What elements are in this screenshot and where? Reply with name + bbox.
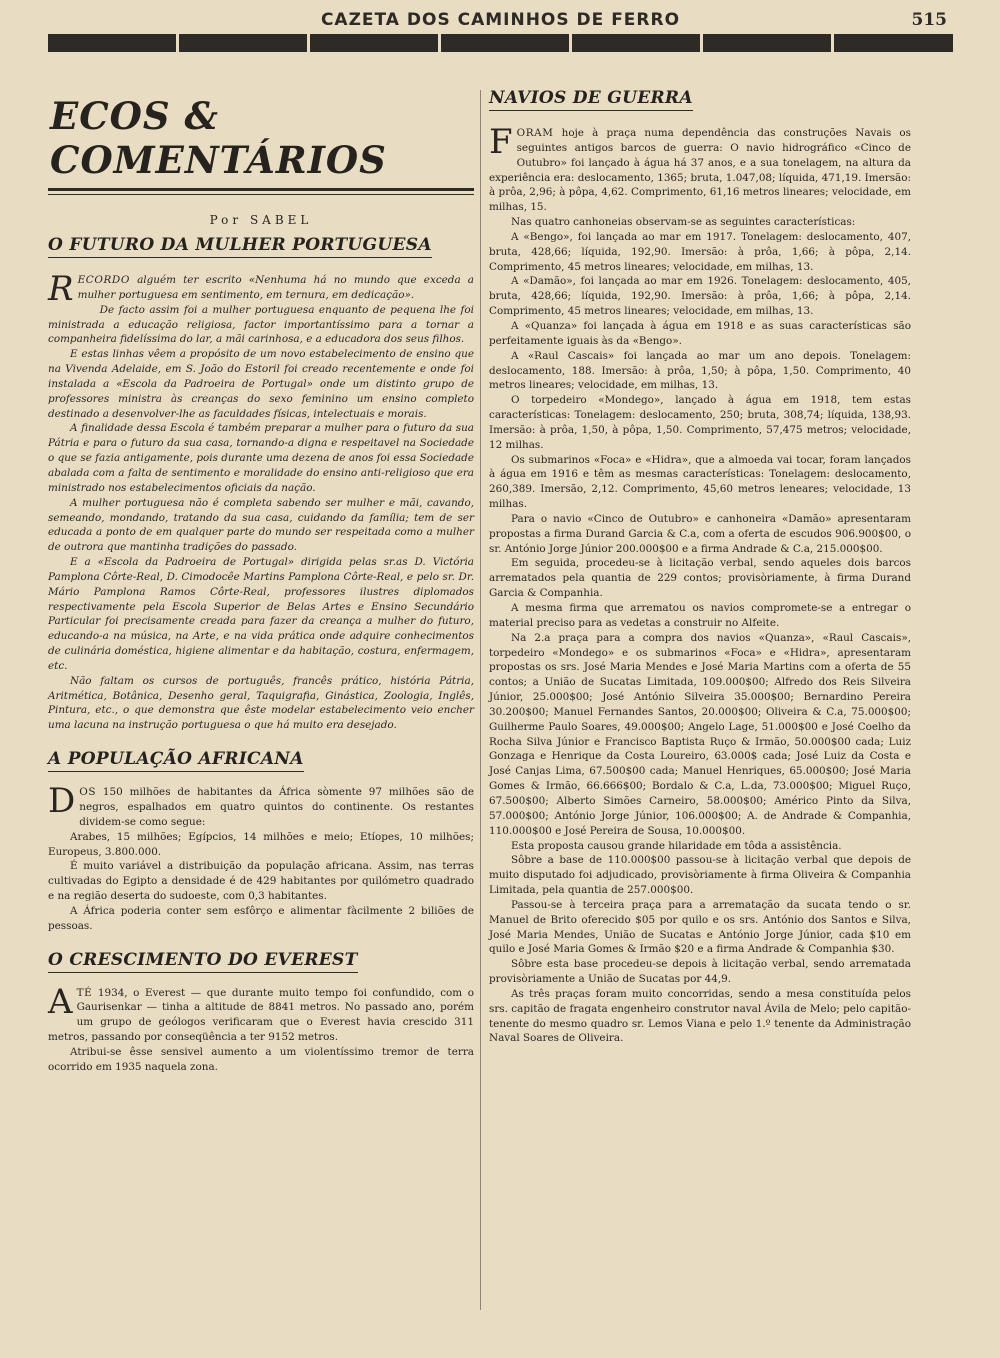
paragraph: Passou-se à terceira praça para a arrematação da sucata tendo o sr. Manuel de Brito oferecido $05 por quilo e os srs. António dos Santos e Silva, José Maria Mendes, União de Sucatas e António Jorge Júnior, cada $10 em quilo e José Maria Gomes & Irmão $20 e a firma Andrade & Companhia $30. bbox=[489, 898, 911, 956]
page-number: 515 bbox=[911, 10, 947, 30]
running-head bbox=[48, 8, 953, 34]
paragraph: Não faltam os cursos de português, francês prático, história Pátria, Aritmética, Botânica, Desenho geral, Taquigrafia, Ginástica, Zoologia, Inglês, Pintura, etc., o que demonstra que êste modelar estabelecimento veio encher uma lacuna na instrução portuguesa o que há muito era desejado. bbox=[48, 674, 474, 732]
masthead-rule bbox=[48, 188, 474, 191]
paragraph: Sôbre esta base procedeu-se depois à licitação verbal, sendo arrematada provisòriamente a União de Sucatas por 44,9. bbox=[489, 958, 911, 986]
paragraph: A «Raul Cascais» foi lançada ao mar um ano depois. Tonelagem: deslocamento, 188. Imersão: à prôa, 1,50; à pôpa, 1,50. Comprimento, 40 metros lineares; velocidade, em milhas, 13. bbox=[489, 349, 911, 392]
paragraph: De facto assim foi a mulher portuguesa enquanto de pequena lhe foi ministrada a educação religiosa, factor importantíssimo para a tornar a companheira fidelíssima do lar, a mãi carinhosa, e a educadora dos seus filhos. bbox=[48, 303, 474, 346]
right-column bbox=[489, 88, 911, 1046]
paragraph: Na 2.a praça para a compra dos navios «Quanza», «Raul Cascais», torpedeiro «Mondego» e os submarinos «Foca» e «Hidra», apresentaram propostas os srs. José Maria Mendes e José Maria Martins com a oferta de 55 contos; a União de Sucatas Limitada, 109.000$00; Alfredo dos Reis Silveira Júnior, 25.000$00; José António Silveira 35.000$00; Bernardino Pereira 30.200$00; Manuel Fernandes Santos, 20.000$00; Oliveira & C.a, 75.000$00; Guilherme Paulo Soares, 49.000$00; Angelo Lage, 51.000$00 e José Coelho da Rocha Silva Júnior e Francisco Baptista Ruço & Irmão, 50.000$00 cada; Luiz Gonzaga e Henrique da Costa Loureiro, 63.000$ cada; José Luiz da Costa e José Canjas Lima, 67.500$00 cada; Manuel Henriques, 65.000$00; José Maria Gomes & Irmão, 66.666$00; Bordalo & C.a, L.da, 73.000$00; Miguel Ruço, 67.500$00; Alberto Simões Carneiro, 58.000$00; Américo Pinto da Silva, 57.000$00; António Jorge Júnior, 106.000$00; A. de Andrade & Companhia, 110.000$00 e José Pereira de Sousa, 10.000$00. bbox=[489, 631, 911, 837]
paragraph: Para o navio «Cinco de Outubro» e canhoneira «Damão» apresentaram propostas a firma Durand Garcia & C.a, com a oferta de escudos 906.900$00, o sr. António Jorge Júnior 200.000$00 e a firma Andrade & C.a, 215.000$00. bbox=[489, 512, 911, 555]
paragraph: A mulher portuguesa não é completa sabendo ser mulher e mãi, cavando, semeando, mondando, tratando da sua casa, cuidando da família; tem de ser educada a ponto de em qualquer parte do mundo ser respeitada como a mulher de outrora que mantinha tradições do passado. bbox=[48, 496, 474, 554]
article-body-navios: FORAM hoje à praça numa dependência das construções Navais os seguintes antigos barcos de guerra: O navio hidrográfico «Cinco de Outubro» foi lançado à água há 37 anos, e a sua tonelagem, na altura da experiência era: deslocamento, 1365; bruta, 1.047,08; líquida, 471,19. Imersão: à prôa, 2,96; à pôpa, 4,62. Comprimento, 61,16 metros lineares; velocidade, em milhas, 15. Nas quatro canhoneias observam-se as seguintes características: A «Bengo», foi lançada ao mar em 1917. Tonelagem: deslocamento, 407, bruta, 428,66; líquida, 192,90. Imersão: à prôa, 1,66; à pôpa, 2,14. Comprimento, 45 metros lineares; velocidade, em milhas, 13. A «Damão», foi lançada ao mar em 1926. Tonelagem: deslocamento, 405, bruta, 428,66; líquida, 192,90. Imersão: à prôa, 1,66; à pôpa, 2,14. Comprimento, 45 metros lineares; velocidade, em milhas, 13. A «Quanza» foi lançada à água em 1918 e as suas características são perfeitamente iguais às da «Bengo». A «Raul Cascais» foi lançada ao mar um ano depois. Tonelagem: deslocamento, 188. Imersão: à prôa, 1,50; à pôpa, 1,50. Comprimento, 40 metros lineares; velocidade, em milhas, 13. O torpedeiro «Mondego», lançado à água em 1918, tem estas características: Tonelagem: deslocamento, 250; bruta, 308,74; líquida, 138,93. Imersão: à prôa, 1,50, à pôpa, 1,50. Comprimento, 57,475 metros; velocidade, 12 milhas. Os submarinos «Foca» e «Hidra», que a almoeda vai tocar, foram lançados à água em 1916 e têm as mesmas características: Tonelagem: deslocamento, 260,389. Imersão, 2,12. Comprimento, 45,60 metros leneares; velocidade, 13 milhas. Para o navio «Cinco de Outubro» e canhoneira «Damão» apresentaram propostas a firma Durand Garcia & C.a, com a oferta de escudos 906.900$00, o sr. António Jorge Júnior 200.000$00 e a firma Andrade & C.a, 215.000$00. Em seguida, procedeu-se à licitação verbal, sendo aqueles dois barcos arrematados pela quantia de 229 contos; provisòriamente, à firma Durand Garcia & Companhia. A mesma firma que arrematou os navios compromete-se a entregar o material preciso para as vedetas a construir no Alfeite. Na 2.a praça para a compra dos navios «Quanza», «Raul Cascais», torpedeiro «Mondego» e os submarinos «Foca» e «Hidra», apresentaram propostas os srs. José Maria Mendes e José Maria Martins com a oferta de 55 contos; a União de Sucatas Limitada, 109.000$00; Alfredo dos Reis Silveira Júnior, 25.000$00; José António Silveira 35.000$00; Bernardino Pereira 30.200$00; Manuel Fernandes Santos, 20.000$00; Oliveira & C.a, 75.000$00; Guilherme Paulo Soares, 49.000$00; Angelo Lage, 51.000$00 e José Coelho da Rocha Silva Júnior e Francisco Baptista Ruço & Irmão, 50.000$00 cada; Luiz Gonzaga e Henrique da Costa Loureiro, 63.000$ cada; José Luiz da Costa e José Canjas Lima, 67.500$00 cada; Manuel Henriques, 65.000$00; José Maria Gomes & Irmão, 66.666$00; Bordalo & C.a, L.da, 73.000$00; Miguel Ruço, 67.500$00; Alberto Simões Carneiro, 58.000$00; Américo Pinto da Silva, 57.000$00; António Jorge Júnior, 106.000$00; A. de Andrade & Companhia, 110.000$00 e José Pereira de Sousa, 10.000$00. Esta proposta causou grande hilaridade em tôda a assistência. Sôbre a base de 110.000$00 passou-se à licitação verbal que depois de muito disputado foi adjudicado, provisòriamente à firma Oliveira & Companhia Limitada, pela quantia de 257.000$00. Passou-se à terceira praça para a arrematação da sucata tendo o sr. Manuel de Brito oferecido $05 por quilo e os srs. António dos Santos e Silva, José Maria Mendes, União de Sucatas e António Jorge Júnior, cada $10 em quilo e José Maria Gomes & Irmão $20 e a firma Andrade & Companhia $30. Sôbre esta base procedeu-se depois à licitação verbal, sendo arrematada provisòriamente a União de Sucatas por 44,9. As três praças foram muito concorridas, sendo a mesa constituída pelos srs. capitão de fragata engenheiro construtor naval Ávila de Melo; pelo capitão-tenente do mesmo quadro sr. Lemos Viana e pelo 1.º tenente da Administração Naval Soares de Oliveira. bbox=[489, 122, 911, 1045]
paragraph: E a «Escola da Padroeira de Portugal» dirigida pelas sr.as D. Victória Pamplona Côrte-Real, D. Cimodocêe Martins Pamplona Côrte-Real, e pelo sr. Dr. Mário Pamplona Ramos Côrte-Real, professores ilustres diplomados respectivamente pela Escola Superior de Belas Artes e Ensino Secundário Particular foi precisamente creada para fazer da creança a mulher do futuro, educando-a na música, na Arte, e na vida prática onde adquire conhecimentos de culinária doméstica, higiene alimentar e da habitação, costura, enfermagem, etc. bbox=[48, 556, 474, 672]
dropcap: R bbox=[48, 269, 74, 309]
paragraph: Em seguida, procedeu-se à licitação verbal, sendo aqueles dois barcos arrematados pela quantia de 229 contos; provisòriamente, à firma Durand Garcia & Companhia. bbox=[489, 557, 911, 600]
section-masthead: ECOS & COMENTÁRIOS bbox=[50, 94, 387, 182]
paragraph: A «Bengo», foi lançada ao mar em 1917. Tonelagem: deslocamento, 407, bruta, 428,66; líquida, 192,90. Imersão: à prôa, 1,66; à pôpa, 2,14. Comprimento, 45 metros lineares; velocidade, em milhas, 13. bbox=[489, 230, 911, 273]
article-body-populacao: DOS 150 milhões de habitantes da África sòmente 97 milhões são de negros, espalhados em quatro quintos do continente. Os restantes dividem-se como segue: Arabes, 15 milhões; Egípcios, 14 milhões e meio; Etíopes, 10 milhões; Europeus, 3.800.000. É muito variável a distribuição da população africana. Assim, nas terras cultivadas do Egipto a densidade é de 429 habitantes por quilómetro quadrado e na região deserta do sudoeste, com 0,3 habitantes. A África poderia conter sem esfôrço e alimentar fàcilmente 2 biliões de pessoas. bbox=[48, 781, 474, 932]
paragraph: A «Quanza» foi lançada à água em 1918 e as suas características são perfeitamente iguais às da «Bengo». bbox=[489, 319, 911, 347]
paragraph: As três praças foram muito concorridas, sendo a mesa constituída pelos srs. capitão de fragata engenheiro construtor naval Ávila de Melo; pelo capitão-tenente do mesmo quadro sr. Lemos Viana e pelo 1.º tenente da Administração Naval Soares de Oliveira. bbox=[489, 987, 911, 1045]
dropcap: F bbox=[489, 122, 513, 162]
paragraph: Esta proposta causou grande hilaridade em tôda a assistência. bbox=[511, 839, 842, 852]
paragraph: É muito variável a distribuição da população africana. Assim, nas terras cultivadas do Egipto a densidade é de 429 habitantes por quilómetro quadrado e na região deserta do sudoeste, com 0,3 habitantes. bbox=[48, 860, 474, 903]
article-title-futuro: O FUTURO DA MULHER PORTUGUESA bbox=[48, 235, 474, 257]
paragraph: Sôbre a base de 110.000$00 passou-se à licitação verbal que depois de muito disputado foi adjudicado, provisòriamente à firma Oliveira & Companhia Limitada, pela quantia de 257.000$00. bbox=[489, 854, 911, 897]
article-body-everest: ATÉ 1934, o Everest — que durante muito tempo foi confundido, com o Gaurisenkar — tinha a altitude de 8841 metros. No passado ano, porém um grupo de geólogos verificaram que o Everest havia crescido 311 metros, passando por conseqüência a ter 9152 metros. Atribui-se êsse sensivel aumento a um violentíssimo tremor de terra ocorrido em 1935 naquela zona. bbox=[48, 981, 474, 1073]
paragraph: Atribui-se êsse sensivel aumento a um violentíssimo tremor de terra ocorrido em 1935 naquela zona. bbox=[48, 1045, 474, 1073]
left-column bbox=[48, 88, 474, 1075]
paragraph: A finalidade dessa Escola é também preparar a mulher para o futuro da sua Pátria e para o futuro da sua casa, tornando-a digna e respeitavel na Sociedade o que se fazia antigamente, pois durante uma dezena de anos foi essa Sociedade abalada com a falta de sentimento e moralidade do ensino anti-religioso que era ministrado nos estabelecimentos oficiais da nação. bbox=[48, 422, 474, 494]
header-rule bbox=[48, 34, 953, 56]
column-divider bbox=[480, 90, 481, 1310]
paragraph: A «Damão», foi lançada ao mar em 1926. Tonelagem: deslocamento, 405, bruta, 428,66; líquida, 192,90. Imersão: à prôa, 1,66; à pôpa, 2,14. Comprimento, 45 metros lineares; velocidade, em milhas, 13. bbox=[489, 275, 911, 318]
paragraph: O torpedeiro «Mondego», lançado à água em 1918, tem estas características: Tonelagem: deslocamento, 250; bruta, 308,74; líquida, 138,93. Imersão: à prôa, 1,50, à pôpa, 1,50. Comprimento, 57,475 metros; velocidade, 12 milhas. bbox=[489, 394, 911, 451]
article-title-populacao: A POPULAÇÃO AFRICANA bbox=[48, 749, 474, 771]
paragraph: E estas linhas vêem a propósito de um novo estabelecimento de ensino que na Vivenda Adelaide, em S. João do Estoril foi creado recentemente e onde foi instalada a «Escola da Padroeira de Portugal» onde um distinto grupo de professores ministra às creanças do sexo feminino um ensino completo destinado a desenvolver-lhe as faculdades físicas, intelectuais e morais. bbox=[48, 348, 474, 420]
paragraph: Nas quatro canhoneias observam-se as seguintes características: bbox=[511, 216, 856, 229]
paragraph: Os submarinos «Foca» e «Hidra», que a almoeda vai tocar, foram lançados à água em 1916 e têm as mesmas características: Tonelagem: deslocamento, 260,389. Imersão, 2,12. Comprimento, 45,60 metros leneares; velocidade, 13 milhas. bbox=[489, 453, 911, 511]
article-body-futuro: RECORDO alguém ter escrito «Nenhuma há no mundo que exceda a mulher portuguesa em sentimento, em ternura, em dedicação». De facto assim foi a mulher portuguesa enquanto de pequena lhe foi ministrada a educação religiosa, factor importantíssimo para a tornar a companheira fidelíssima do lar, a mãi carinhosa, e a educadora dos seus filhos. E estas linhas vêem a propósito de um novo estabelecimento de ensino que na Vivenda Adelaide, em S. João do Estoril foi creado recentemente e onde foi instalada a «Escola da Padroeira de Portugal» onde um distinto grupo de professores ministra às creanças do sexo feminino um ensino completo destinado a desenvolver-lhe as faculdades físicas, intelectuais e morais. A finalidade dessa Escola é também preparar a mulher para o futuro da sua Pátria e para o futuro da sua casa, tornando-a digna e respeitavel na Sociedade o que se fazia antigamente, pois durante uma dezena de anos foi essa Sociedade abalada com a falta de sentimento e moralidade do ensino anti-religioso que era ministrado nos estabelecimentos oficiais da nação. A mulher portuguesa não é completa sabendo ser mulher e mãi, cavando, semeando, mondando, tratando da sua casa, cuidando da família; tem de ser educada a ponto de em qualquer parte do mundo ser respeitada como a mulher de outrora que mantinha tradições do passado. E a «Escola da Padroeira de Portugal» dirigida pelas sr.as D. Victória Pamplona Côrte-Real, D. Cimodocêe Martins Pamplona Côrte-Real, e pelo sr. Dr. Mário Pamplona Ramos Côrte-Real, professores ilustres diplomados respectivamente pela Escola Superior de Belas Artes e Ensino Secundário Particular foi precisamente creada para fazer da creança a mulher do futuro, educando-a na música, na Arte, e na vida prática onde adquire conhecimentos de culinária doméstica, higiene alimentar e da habitação, costura, enfermagem, etc. Não faltam os cursos de português, francês prático, história Pátria, Aritmética, Botânica, Desenho geral, Taquigrafia, Ginástica, Zoologia, Inglês, Pintura, etc., o que demonstra que êste modelar estabelecimento veio encher uma lacuna na instrução portuguesa o que há muito era desejado. bbox=[48, 269, 474, 732]
dropcap: A bbox=[48, 981, 73, 1022]
paragraph: Arabes, 15 milhões; Egípcios, 14 milhões e meio; Etíopes, 10 milhões; Europeus, 3.800.000. bbox=[48, 830, 474, 858]
masthead-rule-thin bbox=[48, 194, 474, 195]
paragraph: A África poderia conter sem esfôrço e alimentar fàcilmente 2 biliões de pessoas. bbox=[48, 904, 474, 932]
dropcap: D bbox=[48, 781, 76, 822]
article-title-navios: NAVIOS DE GUERRA bbox=[489, 88, 911, 110]
paragraph: A mesma firma que arrematou os navios compromete-se a entregar o material preciso para as vedetas a construir no Alfeite. bbox=[489, 602, 911, 629]
article-title-everest: O CRESCIMENTO DO EVEREST bbox=[48, 950, 474, 972]
byline: Por SABEL bbox=[209, 213, 313, 227]
publication-title: CAZETA DOS CAMINHOS DE FERRO bbox=[320, 10, 681, 30]
